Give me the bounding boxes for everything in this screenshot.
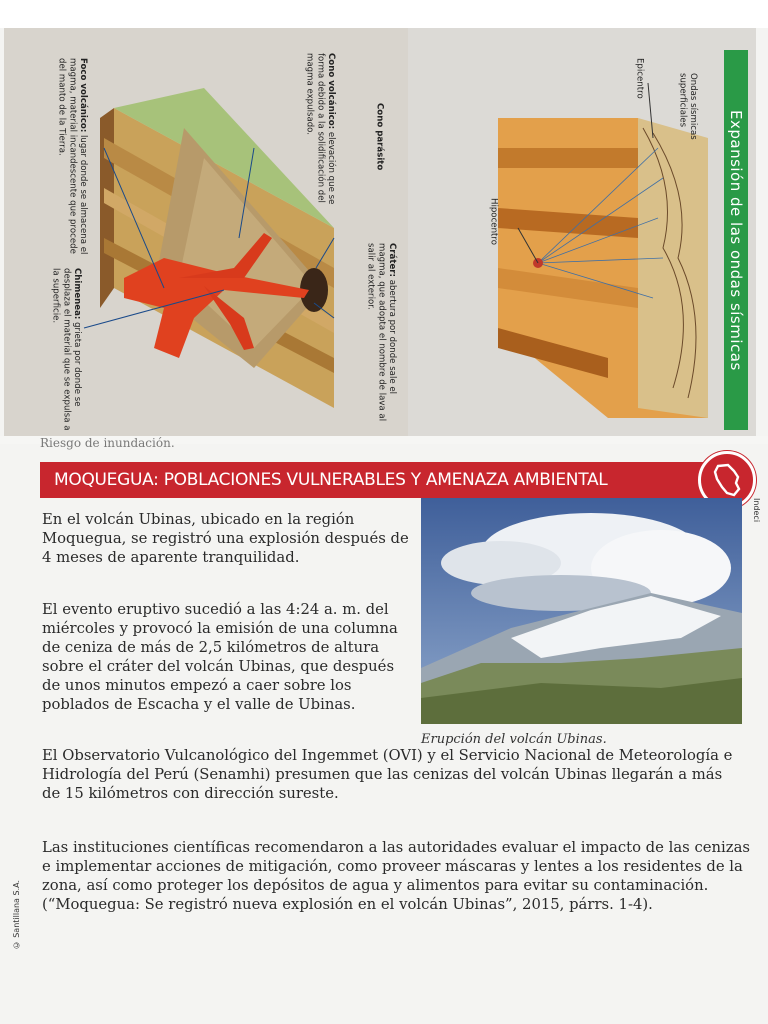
banner-title: MOQUEGUA: POBLACIONES VULNERABLES Y AMENAZA AMBIENTAL bbox=[54, 470, 608, 490]
label-chimenea: Chimenea: grieta por donde se desplaza el material que se expulsa a la superficie. bbox=[50, 268, 82, 431]
copyright-notice: © Santillana S.A. bbox=[12, 880, 21, 950]
paragraph-2: El evento eruptivo sucedió a las 4:24 a. m. del miércoles y provocó la emisión de una columna de ceniza de más de 2,5 kilómetros de altura sobre el cráter del volcán Ubinas, que después de unos minutos empezó a caer sobre los poblados de Escacha y el valle de Ubinas. bbox=[42, 601, 398, 713]
paragraph-1: En el volcán Ubinas, ubicado en la región Moquegua, se registró una explosión después de 4 meses de aparente tranquilidad. bbox=[42, 511, 409, 566]
volcano-structure-page bbox=[4, 28, 408, 436]
photo-caption: Erupción del volcán Ubinas. bbox=[421, 732, 607, 747]
textbook-photo bbox=[4, 28, 756, 436]
label-foco-volcanico: Foco volcánico: lugar donde se almacena el magma, material incandescente que procede del manto de la Tierra. bbox=[56, 58, 88, 255]
label-hipocentro: Hipocentro bbox=[488, 198, 499, 245]
seismic-section-title: Expansión de las ondas sísmicas bbox=[724, 50, 748, 430]
paragraph-4: Las instituciones científicas recomendaron a las autoridades evaluar el impacto de las cenizas e implementar acciones de mitigación, como proveer máscaras y lentes a los residentes de la zona, así como proteger los depósitos de agua y alimentos para evitar su contaminación. (“Moquegua: Se registró nueva explosión en el volcán Ubinas”, 2015, párrs. 1-4). bbox=[42, 839, 750, 913]
section-banner bbox=[40, 462, 748, 498]
paragraph-3: El Observatorio Vulcanológico del Ingemmet (OVI) y el Servicio Nacional de Meteorología e Hidrología del Perú (Senamhi) presumen que las cenizas del volcán Ubinas llegarán a más de 15 kilómetros con dirección sureste. bbox=[42, 747, 733, 802]
ubinas-eruption-photo bbox=[421, 498, 742, 724]
label-crater: Cráter: abertura por donde sale el magma, que adopta el nombre de lava al salir al exterior. bbox=[365, 243, 397, 422]
label-ondas-sismicas: Ondas sísmicas superficiales bbox=[677, 73, 698, 140]
page-top-margin bbox=[0, 0, 768, 28]
cut-off-heading: Riesgo de inundación. bbox=[40, 436, 175, 450]
label-epicentro: Epicentro bbox=[634, 58, 645, 99]
seismic-waves-page bbox=[408, 28, 756, 436]
label-cono-parasito: Cono parásito bbox=[374, 103, 385, 171]
photo-credit: Indeci bbox=[752, 498, 761, 523]
label-cono-volcanico: Cono volcánico: elevación que se forma debido a la solidificación del magma expulsado. bbox=[304, 53, 336, 205]
seismic-block-illustration bbox=[408, 28, 756, 436]
